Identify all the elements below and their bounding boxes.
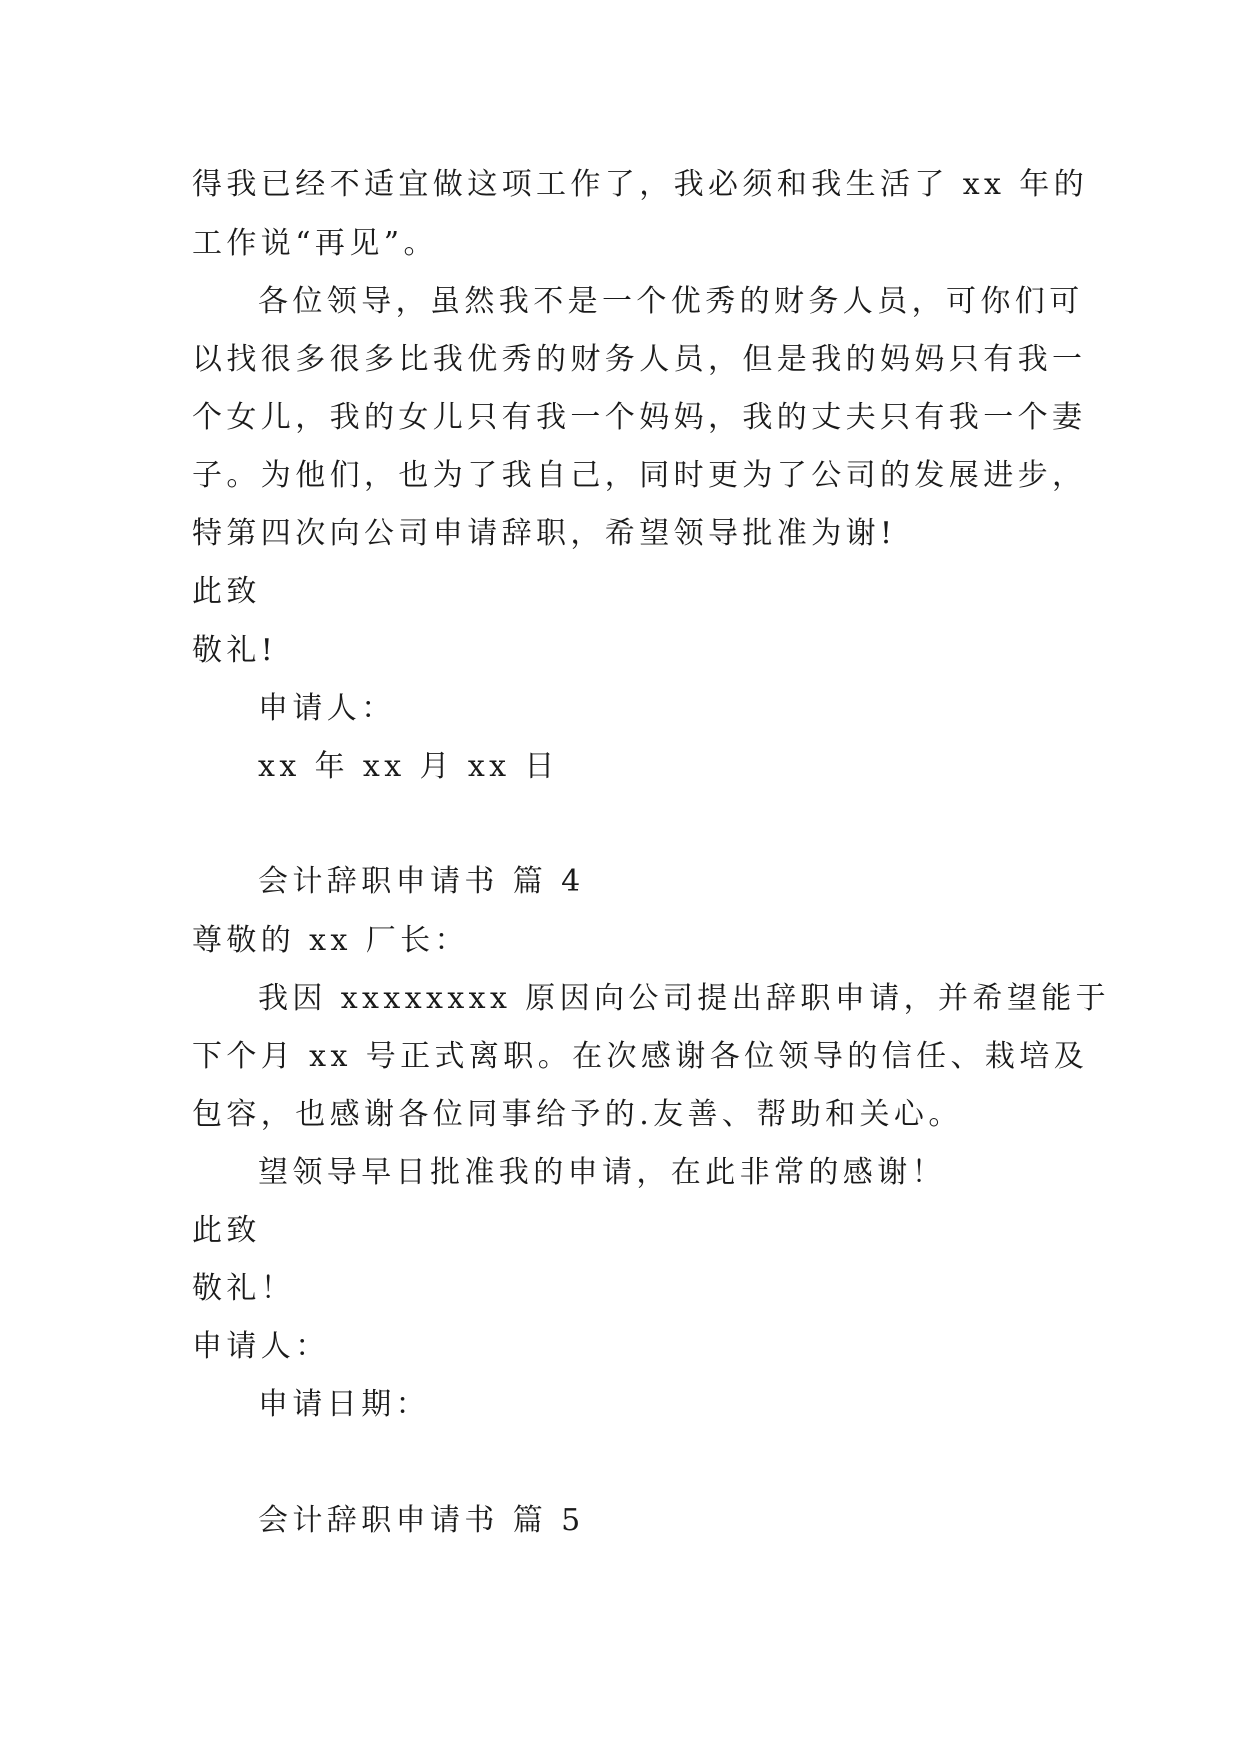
closing-regards: 敬礼! bbox=[192, 633, 278, 668]
paragraph-line: 工作说“再见”。 bbox=[192, 226, 438, 261]
paragraph-line: 我因 xxxxxxxx 原因向公司提出辞职申请，并希望能于 bbox=[258, 981, 1111, 1016]
applicant-label: 申请人： bbox=[192, 1329, 330, 1364]
paragraph-line: 个女儿，我的女儿只有我一个妈妈，我的丈夫只有我一个妻 bbox=[192, 400, 1087, 435]
section-heading: 会计辞职申请书 篇 4 bbox=[258, 864, 585, 899]
closing-salutation: 此致 bbox=[192, 1213, 261, 1248]
greeting-line: 尊敬的 xx 厂长： bbox=[192, 923, 469, 958]
closing-salutation: 此致 bbox=[192, 574, 261, 609]
paragraph-line: 包容，也感谢各位同事给予的.友善、帮助和关心。 bbox=[192, 1097, 963, 1132]
paragraph-line: 得我已经不适宜做这项工作了，我必须和我生活了 xx 年的 bbox=[192, 167, 1089, 202]
paragraph-line: 各位领导，虽然我不是一个优秀的财务人员，可你们可 bbox=[258, 284, 1084, 319]
date-line: xx 年 xx 月 xx 日 bbox=[258, 749, 559, 784]
paragraph-line: 以找很多很多比我优秀的财务人员，但是我的妈妈只有我一 bbox=[192, 342, 1087, 377]
section-heading: 会计辞职申请书 篇 5 bbox=[258, 1503, 585, 1538]
closing-regards: 敬礼！ bbox=[192, 1271, 296, 1306]
applicant-label: 申请人： bbox=[258, 691, 396, 726]
paragraph-line: 望领导早日批准我的申请，在此非常的感谢！ bbox=[258, 1155, 946, 1190]
application-date-label: 申请日期： bbox=[258, 1387, 430, 1422]
paragraph-line: 特第四次向公司申请辞职，希望领导批准为谢! bbox=[192, 516, 897, 551]
paragraph-line: 下个月 xx 号正式离职。在次感谢各位领导的信任、栽培及 bbox=[192, 1039, 1089, 1074]
paragraph-line: 子。为他们，也为了我自己，同时更为了公司的发展进步， bbox=[192, 458, 1087, 493]
